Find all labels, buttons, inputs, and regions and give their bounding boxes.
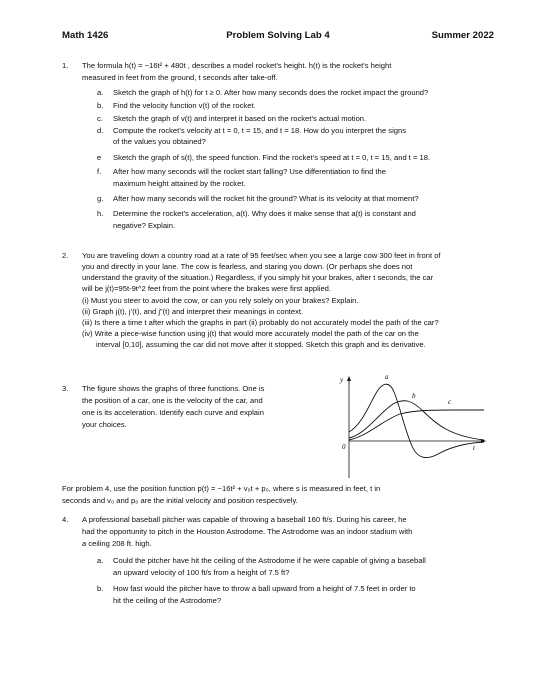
y-axis-label: y <box>340 376 344 384</box>
problem-text: You are traveling down a country road at a rate of 95 feet/sec when you see a large cow 300 feet in front of <box>82 251 441 260</box>
problem-text: (i) Must you steer to avoid the cow, or can you rely solely on your brakes? Explain. <box>82 296 359 305</box>
problem-text: interval [0,10], assuming the car did not move after it stopped. Sketch this graph and its derivative. <box>96 340 426 349</box>
item-text: Sketch the graph of v(t) and interpret it based on the rocket’s actual motion. <box>113 114 367 123</box>
problem-text: measured in feet from the ground, t seconds after take-off. <box>82 73 278 82</box>
item-label: c. <box>97 114 103 123</box>
problem-text: the position of a car, one is the velocity of the car, and <box>82 396 263 405</box>
problem-text: had the opportunity to pitch in the Houston Astrodome. The Astrodome was an indoor stadium with <box>82 527 413 536</box>
item-label: d. <box>97 126 104 135</box>
item-text: After how many seconds will the rocket hit the ground? What is its velocity at that moment? <box>113 194 419 203</box>
item-text: maximum height attained by the rocket. <box>113 179 246 188</box>
item-label: a. <box>97 88 104 97</box>
item-label: b. <box>97 584 104 593</box>
problem-text: will be j(t)=95t-9t^2 feet from the point where the brakes were first applied. <box>82 284 332 293</box>
item-label: e <box>97 153 102 162</box>
problem-text: you and directly in your lane. The cow is fearless, and staring you down. (Or perhaps she does not <box>82 262 413 271</box>
curve-a-label: a <box>385 373 389 381</box>
problem-number: 1. <box>62 61 69 70</box>
term: Summer 2022 <box>431 30 494 41</box>
problem-number: 4. <box>62 515 69 524</box>
item-text: Sketch the graph of h(t) for t ≥ 0. After how many seconds does the rocket impact the ground? <box>113 88 429 97</box>
y-axis-arrow <box>347 376 351 381</box>
curve-a <box>349 384 484 457</box>
item-text: of the values you obtained? <box>113 137 206 146</box>
t-axis-label: t <box>473 444 475 452</box>
problem-text: your choices. <box>82 420 127 429</box>
item-text: an upward velocity of 100 ft/s from a height of 7.5 ft? <box>113 568 290 577</box>
item-text: How fast would the pitcher have to throw a ball upward from a height of 7.5 feet in order to <box>113 584 416 593</box>
origin-label: 0 <box>342 443 346 451</box>
item-text: After how many seconds will the rocket start falling? Use differentiation to find the <box>113 167 386 176</box>
curve-c-label: c <box>448 398 452 406</box>
problem-text: A professional baseball pitcher was capable of throwing a baseball 160 ft/s. During his career, he <box>82 515 407 524</box>
item-text: Compute the rocket’s velocity at t = 0, t = 15, and t = 18. How do you interpret the signs <box>113 126 407 135</box>
page-header <box>62 30 494 46</box>
problem-preamble: seconds and v₀ and p₀ are the initial velocity and position respectively. <box>62 496 298 505</box>
problem-text: (iv) Write a piece-wise function using j(t) that would more accurately model the path of the car on the <box>82 329 419 338</box>
item-text: Find the velocity function v(t) of the rocket. <box>113 101 256 110</box>
item-label: a. <box>97 556 104 565</box>
problem-text: The formula h(t) = −16t² + 480t , describes a model rocket’s height. h(t) is the rocket’s height <box>82 61 392 70</box>
problem-text: (iii) Is there a time t after which the graphs in part (ii) probably do not accurately model the path of the car? <box>82 318 439 327</box>
problem-text: one is its acceleration. Identify each curve and explain <box>82 408 264 417</box>
problem-text: a ceiling 208 ft. high. <box>82 539 152 548</box>
problem-text: (ii) Graph j(t), j’(t), and j”(t) and interpret their meanings in context. <box>82 307 304 316</box>
course-name: Math 1426 <box>62 30 109 41</box>
lab-title: Problem Solving Lab 4 <box>226 30 330 41</box>
item-text: negative? Explain. <box>113 221 176 230</box>
problem-text: The figure shows the graphs of three functions. One is <box>82 384 265 393</box>
item-text: Sketch the graph of s(t), the speed function. Find the rocket’s speed at t = 0, t = 15, and t = 18. <box>113 153 431 162</box>
item-label: b. <box>97 101 104 110</box>
item-text: hit the ceiling of the Astrodome? <box>113 596 222 605</box>
item-label: f. <box>97 167 102 176</box>
three-curves-graph <box>338 368 488 480</box>
problem-preamble: For problem 4, use the position function p(t) = −16t² + v₀t + p₀, where s is measured in feet, t in <box>62 484 381 493</box>
item-text: Determine the rocket’s acceleration, a(t). Why does it make sense that a(t) is constant and <box>113 209 416 218</box>
problem-text: understand the gravity of the situation.) Regardless, if you simply hit your brakes, after t seconds, the car <box>82 273 434 282</box>
item-text: Could the pitcher have hit the ceiling of the Astrodome if he were capable of giving a baseball <box>113 556 426 565</box>
problem-number: 3. <box>62 384 69 393</box>
item-label: h. <box>97 209 104 218</box>
problem-number: 2. <box>62 251 69 260</box>
curve-b-label: b <box>412 392 416 400</box>
item-label: g. <box>97 194 104 203</box>
